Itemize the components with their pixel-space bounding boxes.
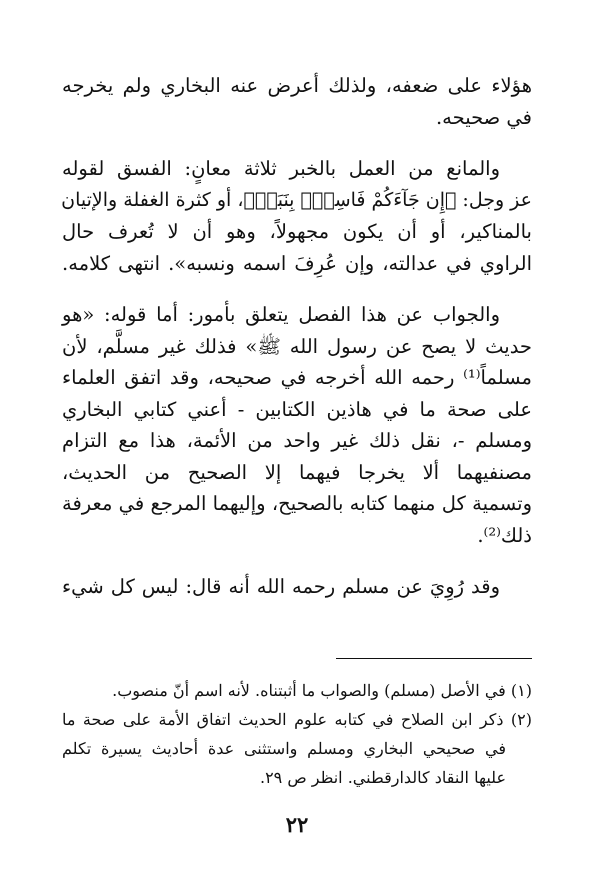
- text-line: على صحة ما في هاذين الكتابين - أعني كتابي البخاري: [62, 397, 532, 421]
- footnote-line: (١) في الأصل (مسلم) والصواب ما أثبتناه. لأنه اسم أنّ منصوب.: [112, 681, 532, 700]
- text-line: الراوي في عدالته، وإن عُرِفَ اسمه ونسبه». انتهى كلامه.: [62, 251, 532, 275]
- footnote-line: في صحيحي البخاري ومسلم واستثنى عدة أحاديث يسيرة تكلم: [62, 739, 506, 758]
- text-line: بالمناكير، أو أن يكون مجهولاً، وهو أن لا تُعرف حال: [62, 220, 532, 243]
- footnote-separator: [336, 658, 532, 659]
- footnote: [62, 705, 532, 792]
- text-line: ذلك⁽²⁾.: [477, 523, 532, 547]
- text-line: مصنفيهما ألا يخرجا فيهما إلا الصحيح من الحديث،: [62, 460, 532, 484]
- text-line: حديث لا يصح عن رسول الله ﷺ» فذلك غير مسلَّم، لأن: [62, 334, 532, 358]
- text-line: في صحيحه.: [435, 105, 532, 129]
- text-line: عز وجل: ﴿إِن جَآءَكُمْ فَاسِقُۢ بِنَبَإٖ﴾، أو كثرة الغفلة والإتيان: [61, 188, 532, 211]
- text-line: والجواب عن هذا الفصل يتعلق بأمور: أما قوله: «هو: [62, 303, 500, 326]
- text-line: ومسلم -، نقل ذلك غير واحد من الأئمة، هذا مع التزام: [62, 429, 532, 452]
- text-line: مسلماً⁽¹⁾ رحمه الله أخرجه في صحيحه، وقد اتفق العلماء: [62, 366, 532, 389]
- paragraph: [62, 299, 532, 551]
- footnotes: [62, 676, 532, 792]
- main-text: [62, 70, 532, 603]
- footnote-line: (٢) ذكر ابن الصلاح في كتابه علوم الحديث اتفاق الأمة على صحة ما: [62, 710, 532, 729]
- text-line: وتسمية كل منهما كتابه بالصحيح، وإليهما المرجع في معرفة: [62, 492, 532, 515]
- text-line: هؤلاء على ضعفه، ولذلك أعرض عنه البخاري ولم يخرجه: [62, 74, 532, 97]
- page-number: ٢٢: [285, 812, 309, 837]
- text-line: وقد رُوِيَ عن مسلم رحمه الله أنه قال: ليس كل شيء: [62, 575, 500, 598]
- paragraph: [62, 571, 532, 603]
- paragraph: [62, 70, 532, 133]
- text-line: والمانع من العمل بالخبر ثلاثة معانٍ: الفسق لقوله: [62, 157, 500, 180]
- footnote-line: عليها النقاد كالدارقطني. انظر ص ٢٩.: [259, 768, 506, 787]
- footnote: [62, 676, 532, 705]
- paragraph: [62, 153, 532, 279]
